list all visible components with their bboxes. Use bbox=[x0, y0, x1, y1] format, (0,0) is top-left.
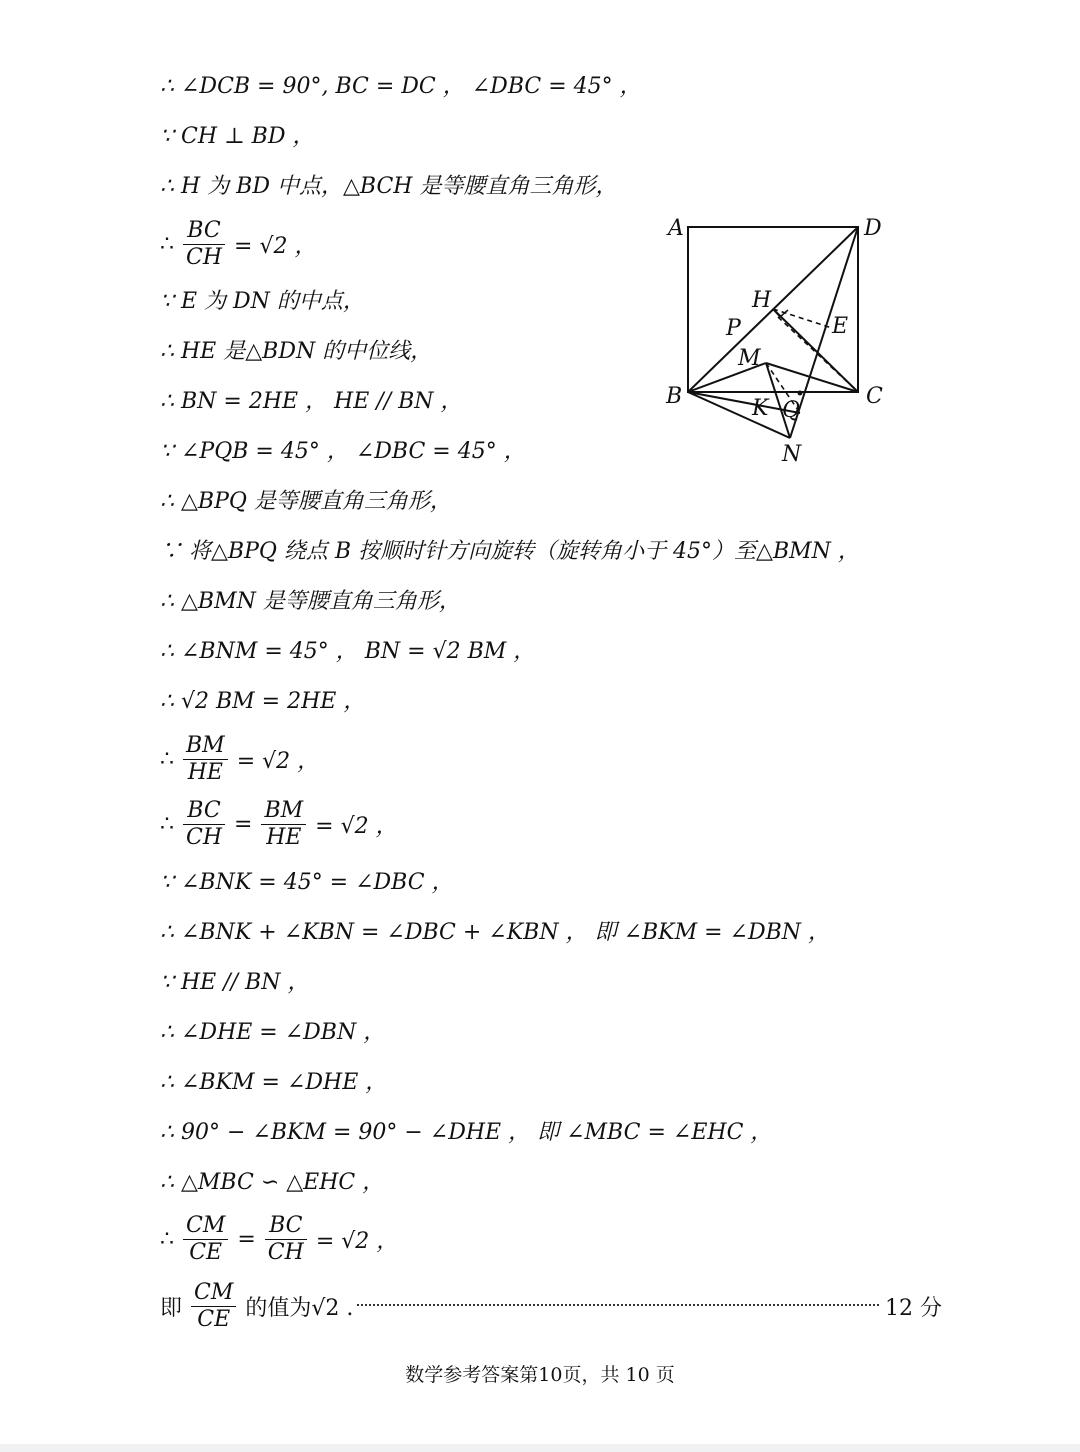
line-12: ∴ √2 BM = 2HE ， bbox=[160, 689, 366, 714]
label-q: Q bbox=[782, 398, 801, 423]
final-answer-line: 即 $\frac{CM}{CE}$ 的值为√2 . bbox=[160, 1280, 354, 1332]
line-14: ∴ ∠BNK + ∠KBN = ∠DBC + ∠KBN ， 即 ∠BKM = ∠DBN ， bbox=[160, 920, 831, 945]
line-13: ∵ ∠BNK = 45° = ∠DBC ， bbox=[160, 870, 454, 895]
label-k: K bbox=[752, 396, 769, 421]
label-p: P bbox=[726, 316, 741, 341]
score-label: 12 分 bbox=[885, 1296, 942, 1321]
line-7: ∵ ∠PQB = 45° ， ∠DBC = 45° ， bbox=[160, 439, 526, 464]
point-q-dot bbox=[798, 391, 803, 396]
fraction-cm-over-ce-final: $\frac{CM}{CE}$ bbox=[191, 1280, 236, 1333]
fraction-bc-over-ch-2: $\frac{BC}{CH}$ bbox=[183, 798, 225, 851]
bottom-bar bbox=[0, 1444, 1080, 1452]
fraction-cm-over-ce: $\frac{CM}{CE}$ bbox=[183, 1213, 228, 1266]
line-9: ∵ 将△BPQ 绕点 B 按顺时针方向旋转（旋转角小于 45°）至△BMN ， bbox=[160, 539, 860, 564]
fraction-line-cm-ce: ∴ $\frac{CM}{CE}$ = $\frac{BC}{CH}$ = √2 ， bbox=[160, 1213, 399, 1265]
fraction-line-bc-ch: ∴ $\frac{BC}{CH}$ = √2 ， bbox=[160, 218, 317, 270]
fraction-bc-over-ch: $\frac{BC}{CH}$ bbox=[183, 218, 225, 271]
fraction-bm-over-he-2: $\frac{BM}{HE}$ bbox=[261, 798, 306, 851]
fraction-line-bm-he: ∴ $\frac{BM}{HE}$ = √2 ， bbox=[160, 733, 320, 785]
fraction-bm-over-he: $\frac{BM}{HE}$ bbox=[183, 733, 228, 786]
line-8: ∴ △BPQ 是等腰直角三角形， bbox=[160, 489, 452, 514]
label-h: H bbox=[752, 288, 772, 313]
label-c: C bbox=[866, 384, 883, 409]
fraction-bc-over-ch-3: $\frac{BC}{CH}$ bbox=[265, 1213, 307, 1266]
line-11: ∴ ∠BNM = 45° ， BN = √2 BM ， bbox=[160, 639, 536, 664]
line-16: ∴ ∠DHE = ∠DBN ， bbox=[160, 1020, 386, 1045]
line-18: ∴ 90° − ∠BKM = 90° − ∠DHE ， 即 ∠MBC = ∠EHC ， bbox=[160, 1120, 773, 1145]
line-2: ∵ CH ⊥ BD ， bbox=[160, 124, 315, 149]
line-19: ∴ △MBC ∽ △EHC ， bbox=[160, 1170, 385, 1195]
segment-bn bbox=[688, 392, 790, 438]
line-3: ∴ H 为 BD 中点，△BCH 是等腰直角三角形， bbox=[160, 174, 618, 199]
dotted-leader bbox=[357, 1304, 879, 1306]
label-e: E bbox=[832, 314, 849, 339]
label-a: A bbox=[668, 216, 684, 241]
line-1: ∴ ∠DCB = 90°, BC = DC ， ∠DBC = 45° ， bbox=[160, 74, 642, 99]
fraction-line-bc-ch-bm-he: ∴ $\frac{BC}{CH}$ = $\frac{BM}{HE}$ = √2 ， bbox=[160, 798, 398, 850]
label-m: M bbox=[738, 346, 761, 371]
line-10: ∴ △BMN 是等腰直角三角形， bbox=[160, 589, 461, 614]
line-4: ∵ E 为 DN 的中点， bbox=[160, 289, 365, 314]
line-5: ∴ HE 是△BDN 的中位线， bbox=[160, 339, 433, 364]
label-b: B bbox=[666, 384, 683, 409]
line-6: ∴ BN = 2HE ， HE // BN ， bbox=[160, 389, 463, 414]
page-footer: 数学参考答案第10页，共 10 页 bbox=[405, 1364, 675, 1386]
line-15: ∵ HE // BN ， bbox=[160, 970, 310, 995]
line-17: ∴ ∠BKM = ∠DHE ， bbox=[160, 1070, 388, 1095]
geometry-figure bbox=[660, 205, 900, 475]
label-n: N bbox=[782, 442, 802, 467]
label-d: D bbox=[864, 216, 882, 241]
